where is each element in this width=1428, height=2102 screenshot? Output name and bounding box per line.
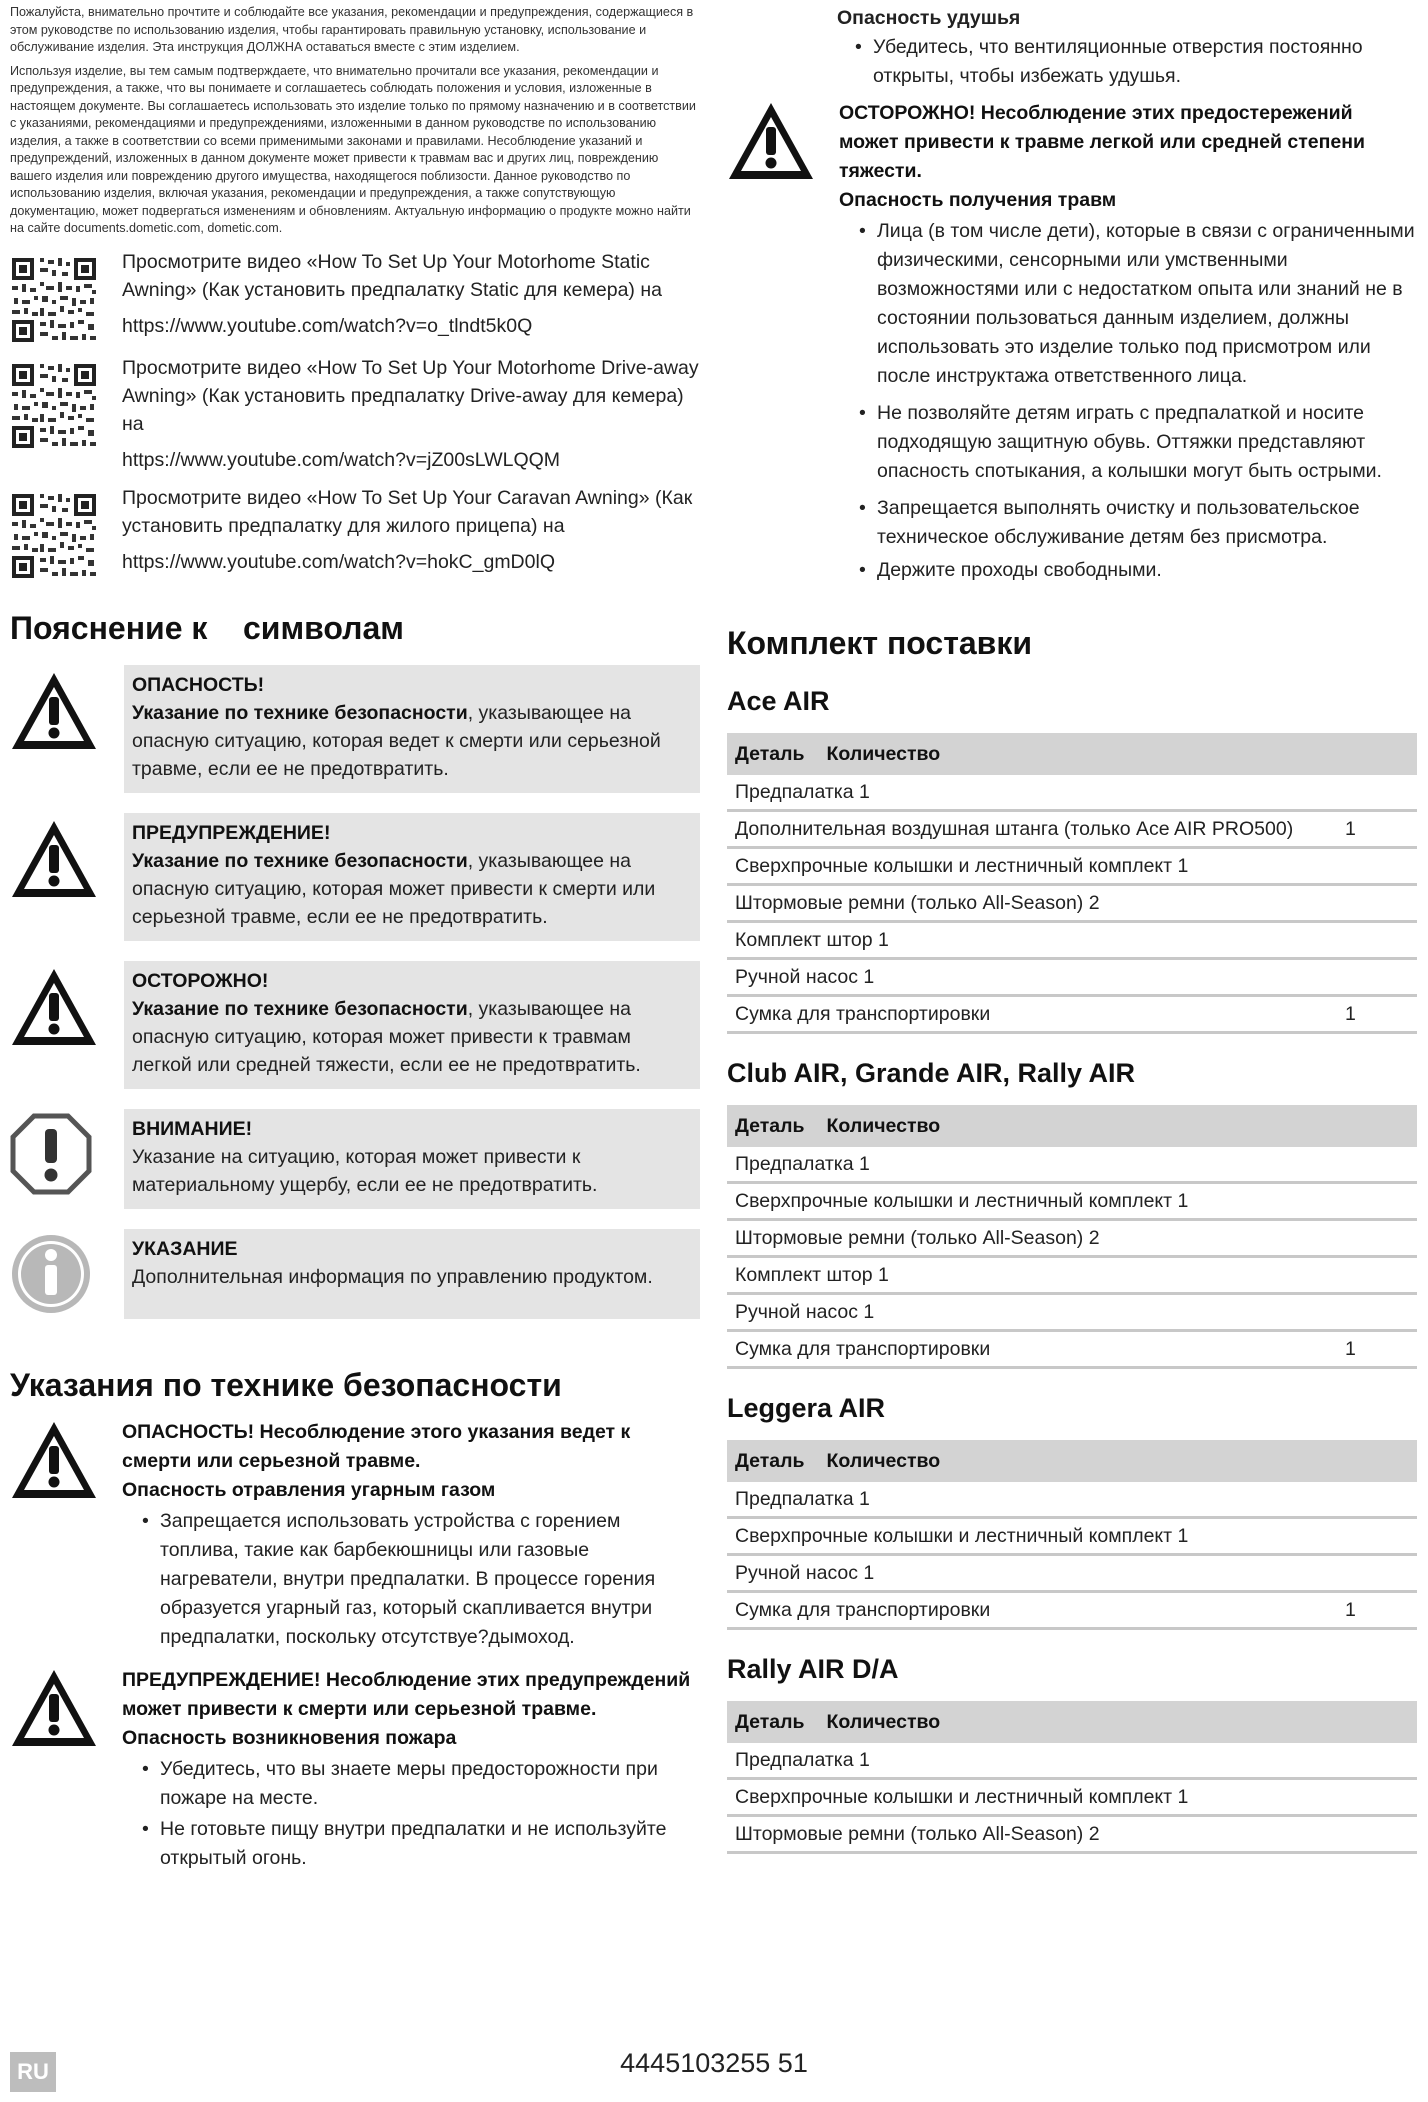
kit-table: [727, 733, 1417, 1034]
table-row: Ручной насос 1: [727, 1555, 1417, 1592]
table-row: Штормовые ремни (только All-Season) 2: [727, 1816, 1417, 1853]
warning-triangle-icon: [10, 1418, 98, 1502]
right-column: [727, 4, 1417, 1854]
list-item: • Запрещается использовать устройства с горением топлива, такие как барбекюшницы или газовые нагреватели, внутри предпалатки. В процессе горения образуется угарный газ, который скапливается внутри предпалатки, поскольку отсутствуе?дымоход.: [142, 1509, 656, 1648]
intro-paragraph-1: Пожалуйста, внимательно прочтите и соблюдайте все указания, рекомендации и предупреждения, содержащиеся в этом руководстве по использованию изделия, чтобы гарантировать правильную установку, использование и обслуживание изделия. Эта инструкция ДОЛЖНА оставаться вместе с этим изделием.: [10, 5, 694, 54]
kit-table: [727, 1701, 1417, 1854]
table-row: Сумка для транспортировки 1: [727, 1592, 1417, 1629]
qr-code-icon: [10, 256, 98, 344]
table-row: Сумка для транспортировки 1: [727, 1331, 1417, 1368]
list-item: • Лица (в том числе дети), которые в связи с ограниченными физическими, сенсорными или умственными возможностями или с недостатком опыта или знаний не в состоянии пользоваться данным изделием, должны использовать это изделие только под присмотром или после инструктажа ответственного лица.: [859, 220, 1415, 387]
video-link[interactable]: https://www.youtube.com/watch?v=hokC_gmD0lQ: [122, 550, 555, 573]
warning-subtitle: Опасность возникновения пожара: [122, 1726, 457, 1749]
page-number: 4445103255 51: [620, 2048, 808, 2078]
table-row: Предпалатка 1: [727, 1743, 1417, 1779]
info-icon: [10, 1233, 92, 1315]
warning-triangle-icon: [727, 99, 815, 183]
kit-model-name: Rally AIR D/A: [727, 1654, 899, 1684]
kit-model-name: Leggera AIR: [727, 1393, 886, 1423]
intro-paragraph-2: Используя изделие, вы тем самым подтверждаете, что внимательно прочитали все указания, рекомендации и предупреждения, а также, что вы понимаете и соглашаетесь соблюдать положения и условия, изложенные в настоящем документе. Вы соглашаетесь использовать это изделие только по прямому назначению и в соответствии с указаниями, рекомендациями и предупреждениями, изложенными в данном руководстве по использованию изделия, а также в соответствии со всеми применимыми законами и правилами. Несоблюдение указаний и предупреждений, изложенных в данном документе может привести к травмам вас и других лиц, повреждению вашего изделия или повреждению другого имущества, находящегося поблизости. Данное руководство по использованию изделия, включая указания, рекомендации и предупреждения, а также сопутствующую документацию, может подвергаться изменениям и обновлениям. Актуальную информацию о продукте можно найти на сайте documents.dometic.com, dometic.com.: [10, 63, 696, 235]
symbol-caution: [10, 961, 700, 1089]
video-description: Просмотрите видео «How To Set Up Your Motorhome Drive-away Awning» (Как установить предпалатку Drive-away для кемера) на: [122, 356, 699, 435]
table-row: Ручной насос 1: [727, 959, 1417, 996]
symbol-warning: [10, 813, 700, 941]
warning-title: ПРЕДУПРЕЖДЕНИЕ! Несоблюдение этих предупреждений может привести к смерти или серьезной травме.: [122, 1668, 691, 1720]
safety-heading: Указания по технике безопасности: [10, 1366, 562, 1403]
table-row: Предпалатка 1: [727, 1147, 1417, 1183]
caution-title: ОСТОРОЖНО! Несоблюдение этих предостережений может привести к травме легкой или средней степени тяжести.: [839, 102, 1365, 182]
warning-triangle-icon: [10, 817, 98, 901]
kit-heading: Комплект поставки: [727, 625, 1033, 661]
table-row: Штормовые ремни (только All-Season) 2: [727, 885, 1417, 922]
symbol-text: Указание на ситуацию, которая может привести к материальному ущербу, если ее не предотвратить.: [132, 1145, 598, 1196]
list-item: • Запрещается выполнять очистку и пользовательское техническое обслуживание детям без присмотра.: [859, 497, 1360, 548]
table-row: Сверхпрочные колышки и лестничный комплект 1: [727, 848, 1417, 885]
list-item: • Убедитесь, что вы знаете меры предосторожности при пожаре на месте.: [142, 1757, 658, 1809]
symbol-title: ВНИМАНИЕ!: [132, 1117, 253, 1140]
table-row: Комплект штор 1: [727, 922, 1417, 959]
caution-subtitle: Опасность получения травм: [839, 189, 1117, 211]
kit-table: [727, 1105, 1417, 1369]
danger-subtitle: Опасность отравления угарным газом: [122, 1478, 496, 1501]
octagon-exclamation-icon: [10, 1113, 92, 1195]
table-row: Комплект штор 1: [727, 1257, 1417, 1294]
qr-code-icon: [10, 362, 98, 450]
symbol-title: УКАЗАНИЕ: [132, 1237, 238, 1260]
table-header: Деталь Количество: [727, 1440, 1417, 1482]
symbol-title: ОПАСНОСТЬ!: [132, 673, 265, 696]
table-row: Сверхпрочные колышки и лестничный комплект 1: [727, 1779, 1417, 1816]
video-description: Просмотрите видео «How To Set Up Your Caravan Awning» (Как установить предпалатку для жилого прицепа) на: [122, 486, 693, 537]
table-row: Сверхпрочные колышки и лестничный комплект 1: [727, 1183, 1417, 1220]
kit-model-name: Club AIR, Grande AIR, Rally AIR: [727, 1058, 1136, 1088]
table-row: Предпалатка 1: [727, 1482, 1417, 1518]
list-item: • Не позволяйте детям играть с предпалаткой и носите подходящую защитную обувь. Оттяжки представляют опасность спотыкания, а колышки могут быть острыми.: [859, 402, 1382, 482]
safety-warning: [10, 1666, 700, 1873]
intro-block: [10, 4, 700, 238]
symbols-heading: Пояснение к символам: [10, 609, 404, 646]
list-item: • Держите проходы свободными.: [859, 559, 1162, 581]
video-item-3: [10, 484, 700, 580]
symbol-text: , указывающее на опасную ситуацию, которая может привести к травмам легкой или средней тяжести, если ее не предотвратить.: [132, 997, 641, 1076]
table-row: Дополнительная воздушная штанга (только Ace AIR PRO500) 1: [727, 811, 1417, 848]
table-row: Штормовые ремни (только All-Season) 2: [727, 1220, 1417, 1257]
video-item-1: [10, 248, 700, 344]
warning-triangle-icon: [10, 669, 98, 753]
suffocation-block: [837, 4, 1417, 91]
table-header: Деталь Количество: [727, 1701, 1417, 1743]
suffocation-subtitle: Опасность удушья: [837, 7, 1021, 29]
symbol-text: Дополнительная информация по управлению продуктом.: [132, 1265, 653, 1288]
warning-triangle-icon: [10, 1666, 98, 1750]
video-link[interactable]: https://www.youtube.com/watch?v=o_tlndt5k0Q: [122, 314, 533, 337]
symbol-notice: [10, 1109, 700, 1209]
table-header: Деталь Количество: [727, 733, 1417, 775]
video-item-2: [10, 354, 700, 474]
video-description: Просмотрите видео «How To Set Up Your Motorhome Static Awning» (Как установить предпалатку Static для кемера) на: [122, 250, 662, 301]
table-row: Предпалатка 1: [727, 775, 1417, 811]
left-column: [10, 4, 700, 1873]
table-row: Ручной насос 1: [727, 1294, 1417, 1331]
danger-title: ОПАСНОСТЬ! Несоблюдение этого указания ведет к смерти или серьезной травме.: [122, 1420, 631, 1472]
symbol-title: ОСТОРОЖНО!: [132, 969, 269, 992]
list-item: • Убедитесь, что вентиляционные отверстия постоянно открыты, чтобы избежать удушья.: [855, 36, 1363, 87]
video-link[interactable]: https://www.youtube.com/watch?v=jZ00sLWLQQM: [122, 448, 561, 471]
qr-code-icon: [10, 492, 98, 580]
symbol-bold: Указание по технике безопасности: [132, 701, 468, 724]
symbol-bold: Указание по технике безопасности: [132, 997, 468, 1020]
table-row: Сумка для транспортировки 1: [727, 996, 1417, 1033]
symbol-text: , указывающее на опасную ситуацию, которая может привести к смерти или серьезной травме, если ее не предотвратить.: [132, 849, 656, 928]
symbol-danger: [10, 665, 700, 793]
kit-model-name: Ace AIR: [727, 686, 830, 716]
symbol-note: [10, 1229, 700, 1319]
symbol-bold: Указание по технике безопасности: [132, 849, 468, 872]
warning-triangle-icon: [10, 965, 98, 1049]
language-badge: RU: [10, 2052, 56, 2092]
table-row: Сверхпрочные колышки и лестничный комплект 1: [727, 1518, 1417, 1555]
safety-caution: [727, 99, 1417, 585]
symbol-title: ПРЕДУПРЕЖДЕНИЕ!: [132, 821, 331, 844]
symbol-text: , указывающее на опасную ситуацию, которая ведет к смерти или серьезной травме, если ее не предотвратить.: [132, 701, 661, 780]
table-header: Деталь Количество: [727, 1105, 1417, 1147]
safety-danger: [10, 1418, 700, 1652]
kit-table: [727, 1440, 1417, 1630]
list-item: • Не готовьте пищу внутри предпалатки и не используйте открытый огонь.: [142, 1817, 667, 1869]
